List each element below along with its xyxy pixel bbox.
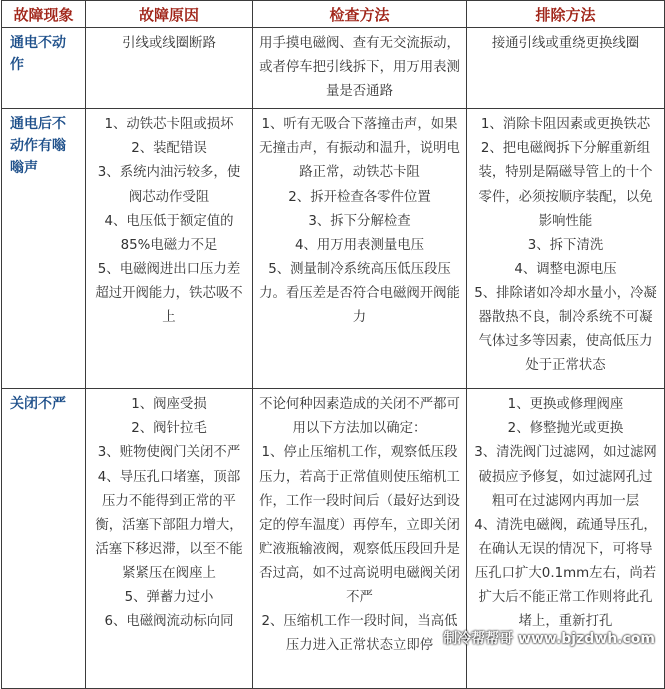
- check-item: 用手摸电磁阀、查有无交流振动，或者停车把引线拆下，用万用表测量是否通路: [259, 36, 460, 100]
- symptom-cell: 通电不动作: [2, 28, 86, 109]
- cause-item: 引线或线圈断路: [122, 36, 216, 51]
- header-symptom: 故障现象: [2, 1, 86, 28]
- symptom-cell: 通电后不动作有嗡嗡声: [2, 109, 86, 389]
- fix-item: 5、排除诸如冷却水量小，冷凝器散热不良，制冷系统不可凝气体过多等因素，使高低压力处于正常状态: [474, 285, 657, 374]
- check-item: 不论何种因素造成的关闭不严都可用以下方法加以确定：: [259, 397, 460, 437]
- check-item: 2、拆开检查各零件位置: [288, 189, 431, 205]
- check-cell: [253, 389, 467, 689]
- cause-item: 3、赃物使阀门关闭不严: [97, 445, 241, 461]
- header-fix: 排除方法: [467, 1, 665, 28]
- check-item: 3、拆下分解检查: [308, 213, 411, 229]
- check-item: 2、压缩机工作一段时间，当高低压力进入正常状态立即停: [261, 614, 458, 654]
- cause-cell: [86, 109, 253, 389]
- fix-item: 3、拆下清洗: [527, 237, 604, 253]
- fix-item: 2、修整抛光或更换: [507, 421, 624, 437]
- fix-item: 3、清洗阀门过滤网，如过滤网破损应予修复，如过滤网孔过粗可在过滤网内再加一层: [474, 445, 657, 509]
- fault-table: [1, 0, 665, 689]
- cause-item: 5、电磁阀进出口压力差超过开阀能力，铁芯吸不上: [95, 261, 243, 326]
- fix-item: 1、更换或修理阀座: [507, 397, 624, 413]
- fix-item: 接通引线或重绕更换线圈: [491, 36, 640, 51]
- cause-item: 2、阀针拉毛: [131, 421, 207, 437]
- cause-item: 1、阀座受损: [131, 397, 207, 413]
- cause-item: 4、电压低于额定值的85%电磁力不足: [104, 213, 234, 253]
- cause-cell: [86, 389, 253, 689]
- cause-item: 2、装配错误: [131, 141, 207, 157]
- table-row: [2, 28, 665, 109]
- fix-cell: [467, 28, 665, 109]
- cause-item: 5、弹蓄力过小: [124, 590, 214, 606]
- check-item: 5、测量制冷系统高压低压段压力。看压差是否符合电磁阀开阀能力: [259, 261, 460, 326]
- watermark: 制冷帮帮哥 www.bjzdwh.com: [443, 631, 655, 647]
- check-cell: [253, 28, 467, 109]
- check-cell: [253, 109, 467, 389]
- check-item: 1、停止压缩机工作，观察低压段压力，若高于正常值则使压缩机工作，工作一段时间后（最好达到设定的停车温度）再停车，立即关闭贮液瓶输液阀，观察低压段回升是否过高，如不过高说明电磁阀关闭不严: [259, 445, 460, 606]
- cause-item: 4、导压孔口堵塞，顶部压力不能得到正常的平衡，活塞下部阻力增大，活塞下移迟滞，以至不能紧紧压在阀座上: [95, 469, 243, 581]
- table-row: [2, 109, 665, 389]
- cause-item: 3、系统内油污较多，使阀芯动作受阻: [97, 165, 241, 205]
- fix-item: 4、调整电源电压: [514, 261, 617, 277]
- fix-item: 2、把电磁阀拆下分解重新组装，特别是隔磁导管上的十个零件，必须按顺序装配，以免影响性能: [478, 141, 653, 229]
- cause-item: 1、动铁芯卡阻或损坏: [104, 117, 234, 133]
- fix-item: 1、消除卡阻因素或更换铁芯: [480, 117, 651, 133]
- check-item: 1、听有无吸合下落撞击声，如果无撞击声，有振动和温升，说明电路正常，动铁芯卡阻: [259, 117, 460, 181]
- symptom-cell: 关闭不严: [2, 389, 86, 689]
- check-item: 4、用万用表测量电压: [294, 237, 425, 253]
- cause-item: 6、电磁阀流动标向同: [104, 614, 234, 630]
- fix-item: 4、清洗电磁阀，疏通导压孔，在确认无误的情况下，可将导压孔口扩大0.1mm左右，尚若扩大后不能正常工作则将此孔堵上，重新打孔: [474, 517, 657, 630]
- fix-cell: [467, 109, 665, 389]
- header-cause: 故障原因: [86, 1, 253, 28]
- header-check: 检查方法: [253, 1, 467, 28]
- header-row: [2, 1, 665, 28]
- cause-cell: [86, 28, 253, 109]
